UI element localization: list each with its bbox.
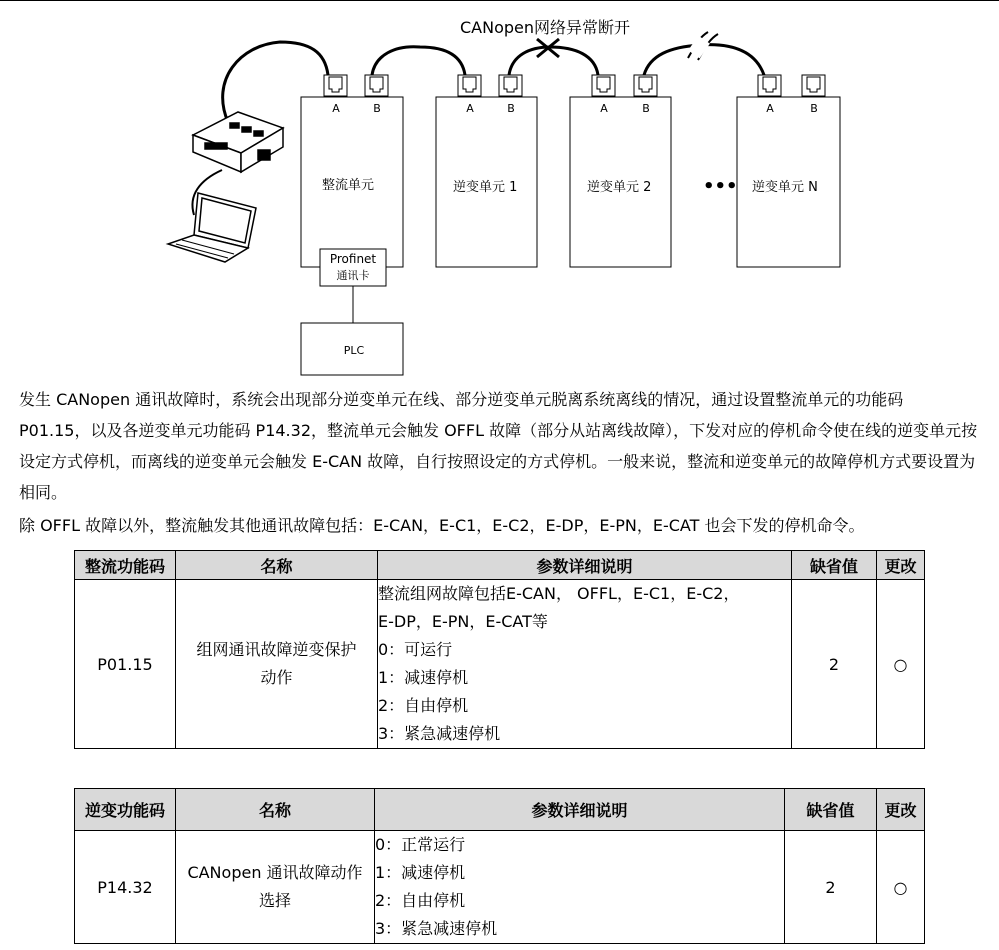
header-name: 名称 bbox=[176, 789, 375, 831]
port-b-label: B bbox=[507, 102, 515, 115]
desc-line: 3：紧急减速停机 bbox=[375, 919, 498, 938]
change-mark: ○ bbox=[877, 580, 925, 749]
rj45-port-icon bbox=[365, 75, 388, 96]
config-device-icon bbox=[193, 112, 283, 172]
rj45-port-icon bbox=[324, 75, 347, 96]
header-default: 缺省值 bbox=[785, 789, 877, 831]
port-b-label: B bbox=[642, 102, 650, 115]
desc-line: 2：自由停机 bbox=[378, 696, 469, 715]
port-a-label: A bbox=[332, 102, 340, 115]
network-diagram bbox=[0, 0, 999, 385]
rj45-port-icon bbox=[458, 75, 481, 96]
inverter1-label: 逆变单元 1 bbox=[453, 180, 518, 195]
card-sub-label: 通讯卡 bbox=[336, 269, 370, 282]
port-b-label: B bbox=[373, 102, 381, 115]
fault-label: CANopen网络异常断开 bbox=[460, 18, 631, 37]
table-header-row bbox=[75, 789, 925, 831]
paragraph-other-faults: 除 OFFL 故障以外，整流触发其他通讯故障包括：E-CAN，E-C1，E-C2，E-DP，E-PN，E-CAT 也会下发的停机命令。 bbox=[19, 516, 865, 535]
inverter2-label: 逆变单元 2 bbox=[587, 180, 652, 195]
header-desc: 参数详细说明 bbox=[378, 551, 792, 580]
port-a-label: A bbox=[766, 102, 774, 115]
change-mark: ○ bbox=[877, 831, 925, 944]
rj45-port-icon bbox=[758, 75, 781, 96]
rj45-port-icon bbox=[592, 75, 615, 96]
function-code: P14.32 bbox=[75, 831, 176, 944]
desc-line: E-DP，E-PN，E-CAT等 bbox=[378, 612, 548, 631]
header-code: 逆变功能码 bbox=[75, 789, 176, 831]
card-label: Profinet bbox=[329, 252, 377, 266]
function-description bbox=[378, 580, 792, 749]
function-description bbox=[375, 831, 785, 944]
header-change: 更改 bbox=[877, 551, 925, 580]
default-value: 2 bbox=[785, 831, 877, 944]
header-desc: 参数详细说明 bbox=[375, 789, 785, 831]
desc-line: 0：正常运行 bbox=[375, 835, 466, 854]
rj45-port-icon bbox=[634, 75, 657, 96]
invertern-label: 逆变单元 N bbox=[752, 180, 818, 195]
desc-line: 整流组网故障包括E-CAN， OFFL，E-C1，E-C2， bbox=[378, 584, 740, 603]
header-change: 更改 bbox=[877, 789, 925, 831]
rectifier-label: 整流单元 bbox=[322, 178, 375, 193]
rj45-port-icon bbox=[802, 75, 825, 96]
paragraph-fault-description: 发生 CANopen 通讯故障时，系统会出现部分逆变单元在线、部分逆变单元脱离系统离线的情况，通过设置整流单元的功能码 P01.15，以及各逆变单元功能码 P14.32，整流单元会触发 OFFL 故障（部分从站离线故障），下发对应的停机命令使在线的逆变单元按设定方式停机，而离线的逆变单元会触发 E-CAN 故障，自行按照设定的方式停机。一般来说，整流和逆变单元的故障停机方式要设置为相同。 bbox=[19, 390, 978, 502]
header-name: 名称 bbox=[176, 551, 378, 580]
desc-line: 1：减速停机 bbox=[375, 863, 466, 882]
desc-line: 1：减速停机 bbox=[378, 668, 469, 687]
header-code: 整流功能码 bbox=[75, 551, 176, 580]
function-name: 组网通讯故障逆变保护 动作 bbox=[176, 580, 378, 749]
desc-line: 0：可运行 bbox=[378, 640, 453, 659]
header-default: 缺省值 bbox=[792, 551, 877, 580]
desc-line: 2：自由停机 bbox=[375, 891, 466, 910]
table-row bbox=[75, 580, 925, 749]
port-a-label: A bbox=[466, 102, 474, 115]
port-a-label: A bbox=[600, 102, 608, 115]
table-row bbox=[75, 831, 925, 944]
function-name: CANopen 通讯故障动作 选择 bbox=[176, 831, 375, 944]
port-b-label: B bbox=[810, 102, 818, 115]
desc-line: 3：紧急减速停机 bbox=[378, 724, 501, 743]
default-value: 2 bbox=[792, 580, 877, 749]
cable-rectifier-to-inverter1 bbox=[372, 47, 465, 75]
rectifier-param-table bbox=[74, 550, 925, 749]
function-code: P01.15 bbox=[75, 580, 176, 749]
inverter-param-table bbox=[74, 788, 925, 944]
laptop-icon bbox=[168, 193, 256, 262]
rj45-port-icon bbox=[499, 75, 522, 96]
plc-label: PLC bbox=[343, 344, 365, 357]
table-header-row bbox=[75, 551, 925, 580]
ellipsis-label: ••• bbox=[703, 176, 738, 197]
